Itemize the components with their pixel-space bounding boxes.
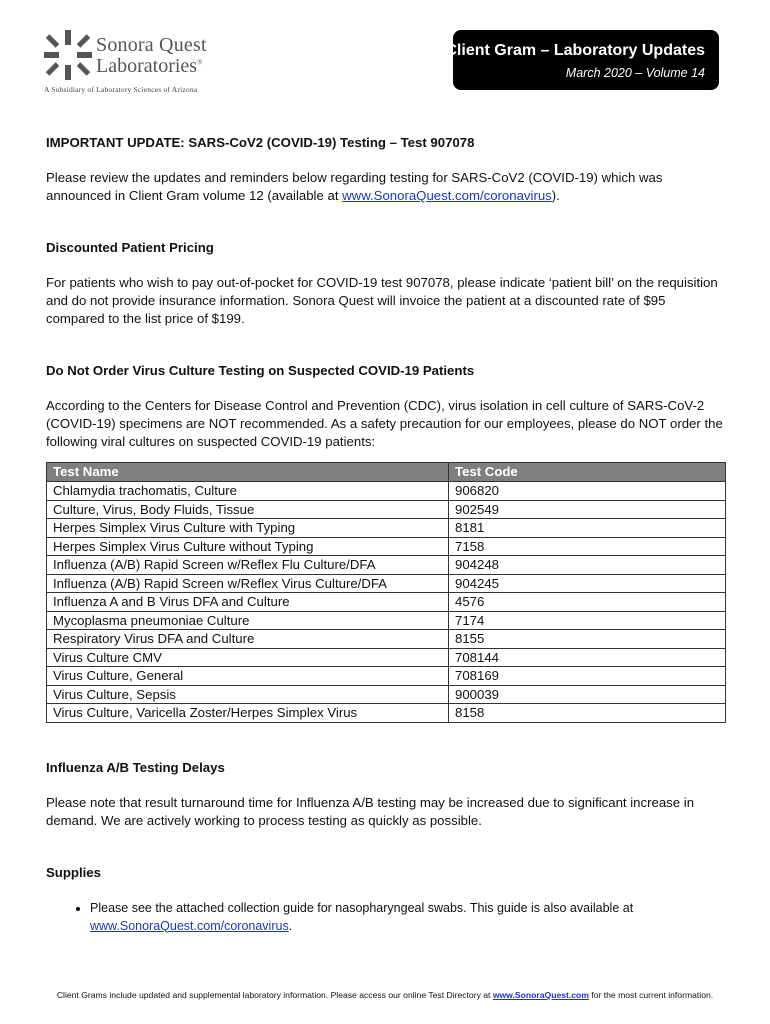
table-row (47, 537, 726, 556)
test-code-cell: 904248 (449, 556, 726, 575)
test-name-cell: Respiratory Virus DFA and Culture (47, 630, 449, 649)
section-body-pricing: For patients who wish to pay out-of-pocket for COVID-19 test 907078, please indicate ‘patient bill’ on the requisition and do not provide insurance information. Sonora Quest will invoice the patient at a discounted rate of $95 compared to the list price of $199. (46, 275, 718, 326)
coronavirus-link[interactable]: www.SonoraQuest.com/coronavirus (342, 188, 552, 203)
test-name-cell: Virus Culture, General (47, 667, 449, 686)
list-item: • Please see the attached collection guide for nasopharyngeal swabs. This guide is also available at www.SonoraQuest.com/coronavirus. (90, 899, 726, 935)
table-row (47, 519, 726, 538)
column-header-test-code: Test Code (449, 463, 726, 482)
table-row (47, 593, 726, 612)
section-body-important: Please review the updates and reminders below regarding testing for SARS-CoV2 (COVID-19) which was announced in Client Gram volume 12 (available at www.SonoraQuest.com/coronavirus). (46, 170, 663, 203)
footer-website-link[interactable]: www.SonoraQuest.com (492, 990, 589, 1000)
section-heading-important: IMPORTANT UPDATE: SARS-CoV2 (COVID-19) Testing – Test 907078 (46, 135, 475, 150)
table-row (47, 611, 726, 630)
test-name-cell: Virus Culture CMV (47, 648, 449, 667)
section-heading-influenza: Influenza A/B Testing Delays (46, 759, 225, 775)
logo-company-line2: Laboratories® (96, 55, 203, 77)
table-row (47, 556, 726, 575)
test-name-cell: Herpes Simplex Virus Culture with Typing (47, 519, 449, 538)
logo-tagline: A Subsidiary of Laboratory Sciences of Arizona (44, 85, 198, 94)
sunburst-logo-icon (44, 30, 92, 80)
test-code-cell: 7174 (449, 611, 726, 630)
test-code-cell: 4576 (449, 593, 726, 612)
test-name-cell: Virus Culture, Sepsis (47, 685, 449, 704)
test-code-cell: 900039 (449, 685, 726, 704)
table-row (47, 500, 726, 519)
test-name-cell: Herpes Simplex Virus Culture without Typing (47, 537, 449, 556)
table-row (47, 667, 726, 686)
trademark-symbol: ® (197, 58, 203, 67)
test-code-cell: 8155 (449, 630, 726, 649)
table-row (47, 630, 726, 649)
document-body (46, 134, 726, 935)
test-code-cell: 906820 (449, 482, 726, 501)
test-code-cell: 8158 (449, 704, 726, 723)
section-heading-supplies: Supplies (46, 864, 101, 880)
table-row (47, 574, 726, 593)
test-code-cell: 708169 (449, 667, 726, 686)
test-name-cell: Virus Culture, Varicella Zoster/Herpes Simplex Virus (47, 704, 449, 723)
test-code-cell: 8181 (449, 519, 726, 538)
company-logo (44, 30, 244, 94)
test-code-cell: 904245 (449, 574, 726, 593)
header-banner (445, 30, 719, 90)
document-title: Client Gram – Laboratory Updates (445, 42, 705, 59)
section-body-culture: According to the Centers for Disease Control and Prevention (CDC), virus isolation in cell culture of SARS-CoV-2 (COVID-19) specimens are NOT recommended. As a safety precaution for our employees, please do NOT order the following viral cultures on suspected COVID-19 patients: (46, 398, 723, 449)
test-code-cell: 7158 (449, 537, 726, 556)
table-row (47, 704, 726, 723)
test-name-cell: Influenza (A/B) Rapid Screen w/Reflex Flu Culture/DFA (47, 556, 449, 575)
document-issue: March 2020 – Volume 14 (565, 66, 705, 80)
column-header-test-name: Test Name (47, 463, 449, 482)
test-code-cell: 708144 (449, 648, 726, 667)
page-footer: Client Grams include updated and supplemental laboratory information. Please access our online Test Directory at www.SonoraQuest.com for the most current information. (56, 990, 714, 1000)
test-code-cell: 902549 (449, 500, 726, 519)
section-body-influenza: Please note that result turnaround time for Influenza A/B testing may be increased due to significant increase in demand. We are actively working to process testing as quickly as possible. (46, 794, 695, 828)
test-name-cell: Chlamydia trachomatis, Culture (47, 482, 449, 501)
virus-culture-table (46, 462, 726, 723)
logo-company-line1: Sonora Quest (96, 34, 207, 56)
section-heading-culture: Do Not Order Virus Culture Testing on Suspected COVID-19 Patients (46, 363, 475, 378)
test-name-cell: Influenza A and B Virus DFA and Culture (47, 593, 449, 612)
table-row (47, 482, 726, 501)
test-name-cell: Influenza (A/B) Rapid Screen w/Reflex Virus Culture/DFA (47, 574, 449, 593)
test-name-cell: Mycoplasma pneumoniae Culture (47, 611, 449, 630)
supplies-list (46, 899, 726, 935)
table-row (47, 648, 726, 667)
table-row (47, 685, 726, 704)
coronavirus-link-supplies[interactable]: www.SonoraQuest.com/coronavirus (90, 918, 289, 933)
section-heading-pricing: Discounted Patient Pricing (46, 240, 214, 255)
table-header-row (47, 463, 726, 482)
test-name-cell: Culture, Virus, Body Fluids, Tissue (47, 500, 449, 519)
